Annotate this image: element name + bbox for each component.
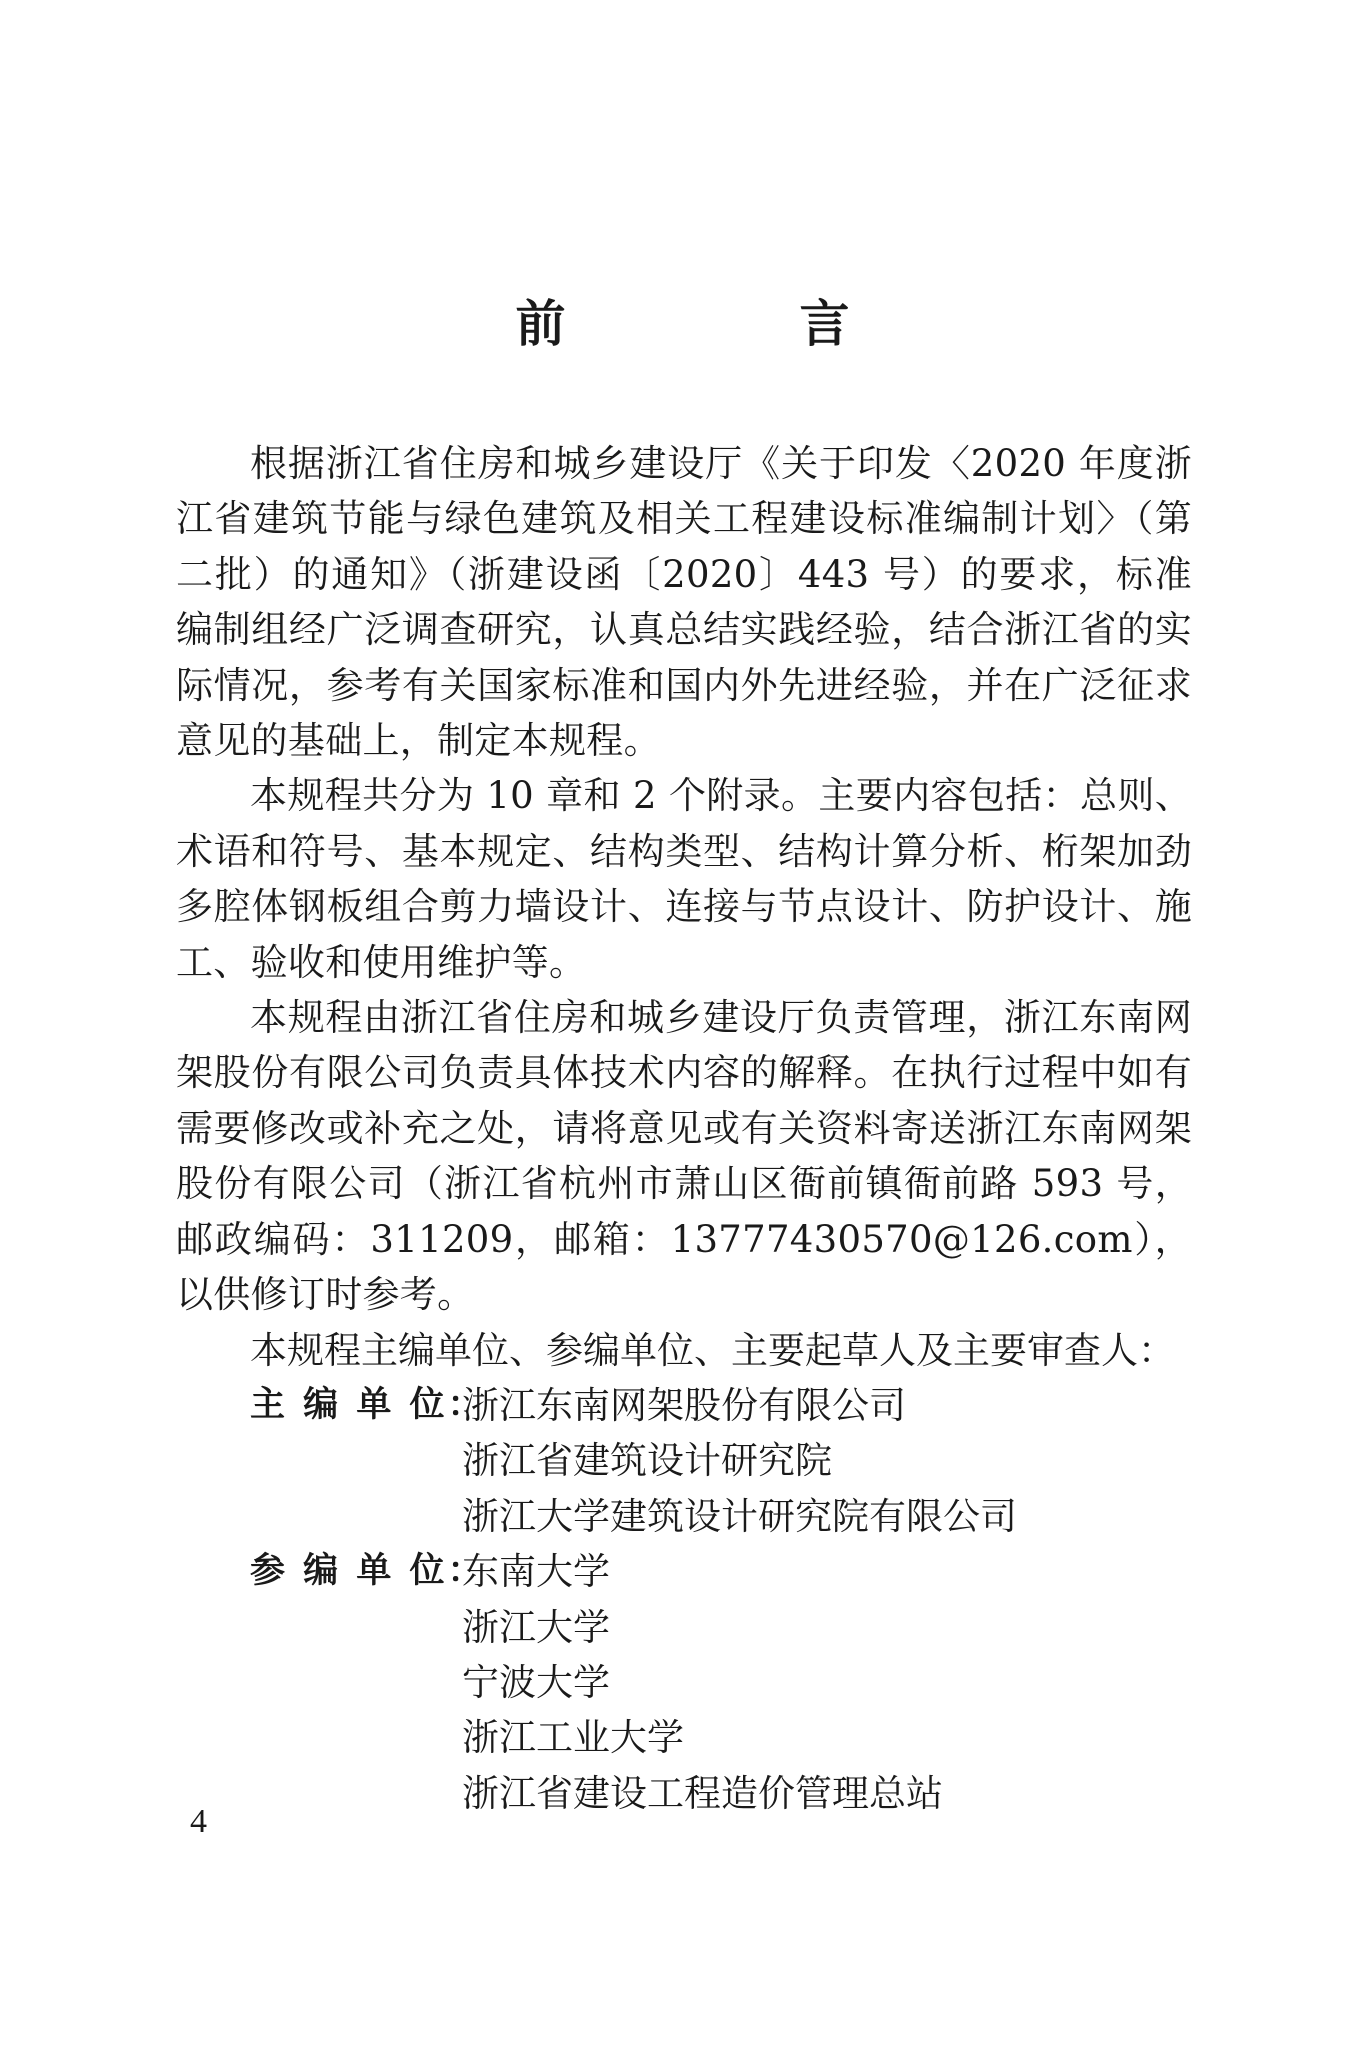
list-item: 浙江省建设工程造价管理总站	[462, 1771, 943, 1815]
list-item: 浙江大学	[462, 1605, 610, 1649]
paragraph-management: 本规程由浙江省住房和城乡建设厅负责管理，浙江东南网架股份有限公司负责具体技术内容的解释。在执行过程中如有需要修改或补充之处，请将意见或有关资料寄送浙江东南网架股份有限公司（浙江省杭州市萧山区衙前镇衙前路 593 号，邮政编码：311209，邮箱：13777430570@126.com），以供修订时参考。	[176, 996, 1192, 1317]
list-item: 东南大学	[462, 1550, 610, 1594]
list-item: 浙江东南网架股份有限公司	[462, 1383, 906, 1427]
page-title: 前 言	[515, 294, 942, 353]
list-item: 浙江省建筑设计研究院	[462, 1439, 832, 1483]
paragraph-contents: 本规程共分为 10 章和 2 个附录。主要内容包括：总则、术语和符号、基本规定、结构类型、结构计算分析、桁架加劲多腔体钢板组合剪力墙设计、连接与节点设计、防护设计、施工、验收和使用维护等。	[176, 774, 1192, 984]
list-item: 浙江工业大学	[462, 1716, 684, 1760]
page-number: 4	[190, 1803, 207, 1840]
list-item: 宁波大学	[462, 1660, 610, 1704]
participating-units-list	[462, 1544, 943, 1821]
list-item: 浙江大学建筑设计研究院有限公司	[462, 1494, 1017, 1538]
participating-units-block	[176, 1544, 1192, 1821]
participating-units-label: 参 编 单 位：	[250, 1551, 486, 1592]
chief-units-block	[176, 1378, 1192, 1544]
chief-units-label: 主 编 单 位：	[250, 1384, 486, 1425]
units-intro: 本规程主编单位、参编单位、主要起草人及主要审查人：	[250, 1328, 1175, 1372]
paragraph-basis: 根据浙江省住房和城乡建设厅《关于印发〈2020 年度浙江省建筑节能与绿色建筑及相关工程建设标准编制计划〉（第二批）的通知》（浙建设函〔2020〕443 号）的要求，标准编制组经广泛调查研究，认真总结实践经验，结合浙江省的实际情况，参考有关国家标准和国内外先进经验，并在广泛征求意见的基础上，制定本规程。	[176, 442, 1192, 763]
chief-units-list	[462, 1378, 1017, 1544]
preface-body	[176, 436, 1192, 1821]
